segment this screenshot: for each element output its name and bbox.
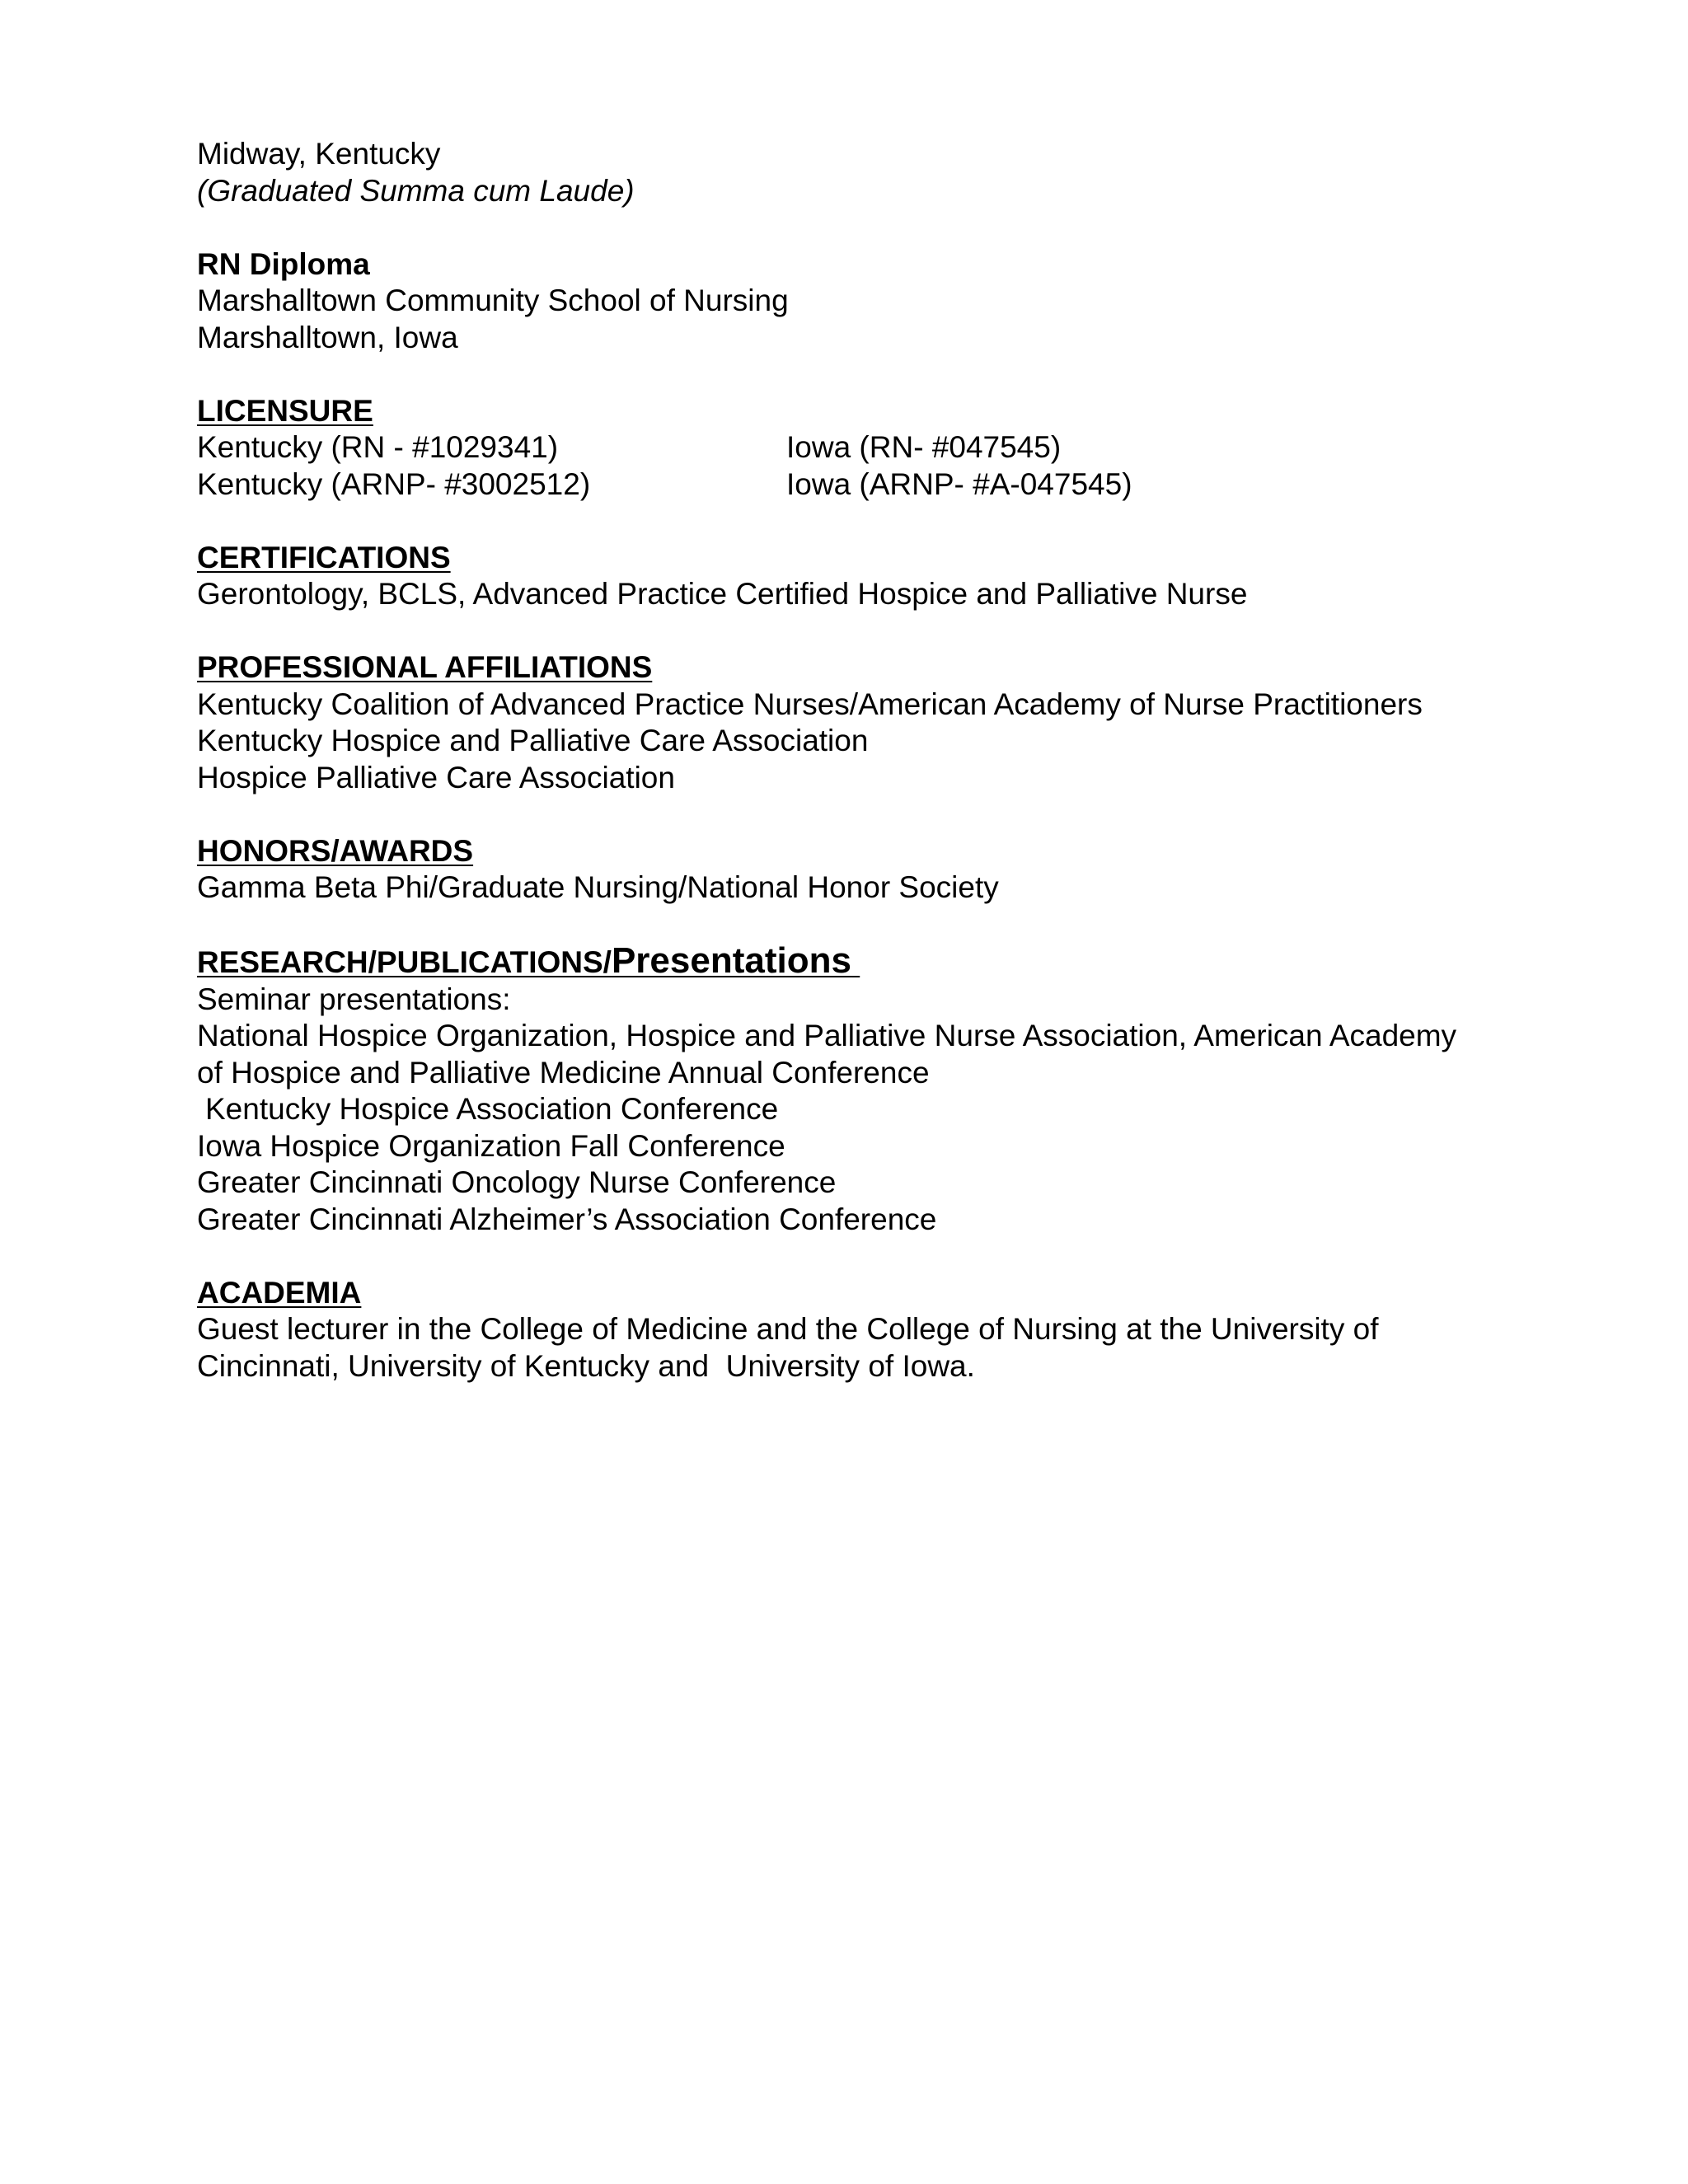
licensure-left: Kentucky (ARNP- #3002512) xyxy=(197,466,591,501)
rn-diploma-title: RN Diploma xyxy=(197,246,370,281)
academia-line: Cincinnati, University of Kentucky and University of Iowa. xyxy=(197,1348,975,1383)
research-item-line: National Hospice Organization, Hospice and Palliative Nurse Association, American Academy xyxy=(197,1019,1457,1052)
spacer xyxy=(197,356,1598,393)
resume-body xyxy=(197,136,1598,1385)
academia-heading: ACADEMIA xyxy=(197,1275,362,1310)
licensure-left: Kentucky (RN - #1029341) xyxy=(197,430,559,464)
research-heading-main: RESEARCH/PUBLICATIONS/ xyxy=(197,945,612,979)
research-item: Kentucky Hospice Association Conference xyxy=(205,1092,779,1126)
affiliation-item: Hospice Palliative Care Association xyxy=(197,760,675,794)
honors-text: Gamma Beta Phi/Graduate Nursing/National Honor Society xyxy=(197,870,999,904)
spacer xyxy=(197,209,1598,246)
licensure-heading: LICENSURE xyxy=(197,393,373,428)
spacer xyxy=(197,796,1598,833)
research-heading xyxy=(197,940,1598,982)
honors-heading: HONORS/AWARDS xyxy=(197,833,474,868)
research-item: Greater Cincinnati Alzheimer’s Association Conference xyxy=(197,1202,937,1236)
certifications-text: Gerontology, BCLS, Advanced Practice Certified Hospice and Palliative Nurse xyxy=(197,577,1248,611)
certifications-heading: CERTIFICATIONS xyxy=(197,540,451,574)
research-item: Iowa Hospice Organization Fall Conference xyxy=(197,1128,785,1163)
spacer xyxy=(197,1238,1598,1275)
affiliation-item: Kentucky Hospice and Palliative Care Association xyxy=(197,724,869,757)
spacer xyxy=(197,907,1598,944)
research-heading-large: Presentations xyxy=(611,940,851,981)
licensure-row xyxy=(197,466,1598,504)
affiliation-item: Kentucky Coalition of Advanced Practice Nurses/American Academy of Nurse Practitioners xyxy=(197,687,1423,721)
licensure-right: Iowa (ARNP- #A-047545) xyxy=(786,466,1132,501)
spacer xyxy=(197,613,1598,650)
academia-line: Guest lecturer in the College of Medicine and the College of Nursing at the University of xyxy=(197,1312,1379,1346)
rn-diploma-school: Marshalltown Community School of Nursing xyxy=(197,284,789,317)
licensure-right: Iowa (RN- #047545) xyxy=(786,430,1062,464)
research-item: Greater Cincinnati Oncology Nurse Conference xyxy=(197,1165,837,1199)
research-item-line: of Hospice and Palliative Medicine Annual Conference xyxy=(197,1055,930,1090)
rn-diploma-location: Marshalltown, Iowa xyxy=(197,320,458,354)
licensure-row xyxy=(197,429,1598,466)
education-honor-note: (Graduated Summa cum Laude) xyxy=(197,173,635,208)
education-location: Midway, Kentucky xyxy=(197,137,441,171)
affiliations-heading: PROFESSIONAL AFFILIATIONS xyxy=(197,650,653,684)
spacer xyxy=(197,503,1598,540)
research-intro: Seminar presentations: xyxy=(197,982,511,1016)
